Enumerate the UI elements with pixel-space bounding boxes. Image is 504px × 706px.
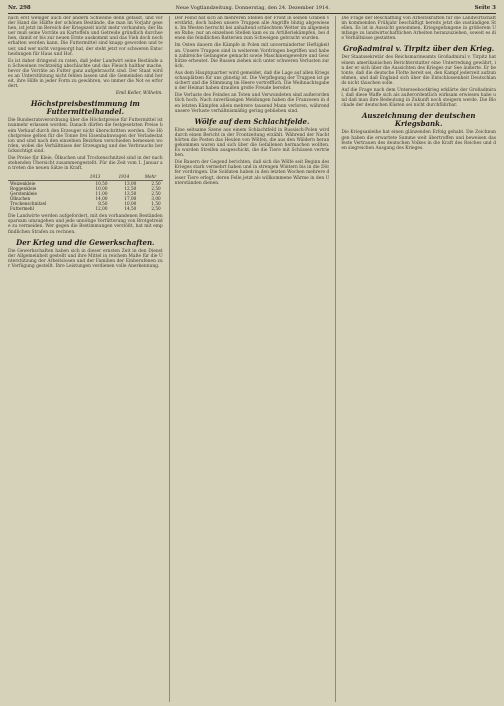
article-paragraph: Die Kriegsanleihe hat einen glänzenden Erfolg gehabt. Die Zeichnungen haben die erwartete Summe weit übertroffen und beweisen das feste Vertrauen des deutschen Volkes in die Kraft des Reiches und den siegreichen Ausgang des Krieges. xyxy=(341,130,497,151)
table-cell: 14,50 xyxy=(124,206,137,212)
column-1 xyxy=(8,16,163,702)
article-paragraph: Es ist daher dringend zu raten, daß jeder Landwirt seine Bestände an Schweinen rechtzeitig abschlachte und das Fleisch haltbar mache, bevor die Vorräte an Futter ganz aufgebraucht sind. Der Staat wird es an Unterstützung nicht fehlen lassen und die Gemeinden sind bereit, ihre Hilfe in jeder Form zu gewähren, wo immer die Not es erfordert. xyxy=(8,58,163,90)
table-cell: 13,50 xyxy=(124,191,137,197)
table-cell: Ölkuchen xyxy=(10,196,31,202)
page-header xyxy=(8,3,496,12)
table-header: Mehr xyxy=(138,173,162,181)
table-cell: Roggenkleie xyxy=(10,186,37,192)
article-paragraph: Die Frage der Beschaffung von Arbeitskräften für die Landwirtschaft im kommenden Frühjahr beschäftigt bereits jetzt die zuständigen Stellen. Es ist in Aussicht genommen, Kriegsgefangene in größerem Umfange zu landwirtschaftlichen Arbeiten heranzuziehen, soweit es die Verhältnisse gestatten. xyxy=(341,16,497,42)
article-paragraph: Aus dem Hauptquartier wird gemeldet, daß die Lage auf allen Kriegsschauplätzen für uns günstig ist. Die Verpflegung der Truppen ist gesichert und die Stimmung im Heere vortrefflich. Die Weihnachtsgaben der Heimat haben draußen große Freude bereitet. xyxy=(174,70,330,92)
column-2 xyxy=(169,16,330,702)
article-paragraph: Der Staatssekretär des Reichsmarineamts Großadmiral v. Tirpitz hat einem amerikanischen Berichterstatter eine Unterredung gewährt, in der er sich über die Aussichten des Krieges zur See äußerte. Er betonte, daß die deutsche Flotte bereit sei, den Kampf jederzeit aufzunehmen, und daß England sich über die Entschlossenheit Deutschlands nicht täuschen solle. xyxy=(341,55,497,86)
article-paragraph: Die Verluste des Feindes an Toten und Verwundeten sind außerordentlich hoch. Nach zuverlässigen Meldungen haben die Franzosen in den letzten Kämpfen allein mehrere tausend Mann verloren, während unsere Verluste verhältnismäßig gering geblieben sind. xyxy=(174,93,330,114)
table-cell: 10,00 xyxy=(95,186,108,192)
table-cell: 10,00 xyxy=(124,201,137,207)
article-paragraph: nach erst weniger auch der andern Schweine denn gefasst, und vor der Hand die Hälfte der schönen Bestände, die man im Vorjahr gesehen, ist jetzt im Bereich der Kriegszeit nicht mehr vorhanden; der Bauer muß seine Vorräte an Kartoffeln und Getreide gründlich durchsehen, damit er bis zur neuen Ernte auskommt und das Vieh doch noch erhalten werden kann. Die Futtermittel sind knapp geworden und teuer, und wer nicht vorgesorgt hat, der steht jetzt vor schweren Entscheidungen für Haus und Hof. xyxy=(8,16,163,57)
table-cell: 2,50 xyxy=(151,206,161,212)
table-cell: Gerstenkleie xyxy=(10,191,38,197)
table-header xyxy=(8,173,81,181)
table-cell: Futtermehl xyxy=(10,206,34,212)
byline: Emil Keller, Wilhelm. xyxy=(115,91,163,97)
issue-number: Nr. 298 xyxy=(8,4,31,11)
masthead-date: Neue Vogtlandzeitung. Donnerstag, den 24. Dezember 1914. xyxy=(175,4,330,11)
table-cell: 12,00 xyxy=(95,206,108,212)
article-paragraph: Die Bauern der Gegend berichten, daß sich die Wölfe seit Beginn des Krieges stark vermehrt haben und in strengen Wintern bis in die Dörfer vordringen. Die Soldaten haben in den letzten Wochen mehrere dieser Tiere erlegt, deren Felle jetzt als willkommene Wärme in den Unterständen dienen. xyxy=(174,160,330,186)
article-headline: Auszeichnung der deutschen Kriegsbank. xyxy=(361,111,476,129)
article-paragraph: Die Preise für Kleie, Ölkuchen und Trockenschnitzel sind in der nachstehenden Übersicht zusammengestellt. Für die Zeit vom 1. Januar an treten die neuen Sätze in Kraft. xyxy=(8,155,163,172)
table-header: 1913 xyxy=(81,173,110,181)
table-cell: Weizenkleie xyxy=(10,181,36,187)
column-3 xyxy=(335,16,496,702)
header-rule xyxy=(8,13,496,14)
article-paragraph: Die Landwirte werden aufgefordert, mit den vorhandenen Beständen sparsam umzugehen und jede unnötige Verfütterung von Brotgetreide zu vermeiden. Wer gegen die Bestimmungen verstößt, hat mit empfindlichen Strafen zu rechnen. xyxy=(8,214,163,235)
article-headline: Wölfe auf dem Schlachtfelde. xyxy=(194,116,310,126)
table-cell: 8,50 xyxy=(98,201,108,207)
article-headline: Großadmiral v. Tirpitz über den Krieg. xyxy=(343,44,495,54)
table-cell: 3,00 xyxy=(151,196,161,202)
price-table xyxy=(8,173,163,211)
table-cell: 13,00 xyxy=(124,181,137,187)
article-headline: Höchstpreisbestimmung im Futtermittelhandel. xyxy=(30,99,140,117)
table-cell: 2,50 xyxy=(151,181,161,187)
article-paragraph: Der Feind hat sich an mehreren Stellen der Front in seinen Gräben verstärkt, doch haben unsere Truppen alle Angriffe blutig abgewiesen. Im Westen herrscht bei anhaltend schlechtem Wetter im allgemeinen Ruhe; nur an einzelnen Stellen kam es zu Artilleriekämpfen, bei denen die feindlichen Batterien zum Schweigen gebracht wurden. xyxy=(174,16,330,42)
article-headline: Der Krieg und die Gewerkschaften. xyxy=(16,237,155,247)
table-cell: 10,50 xyxy=(95,181,108,187)
table-cell: 1,50 xyxy=(151,201,161,207)
columns xyxy=(8,16,496,702)
table-cell: Trockenschnitzel xyxy=(10,201,47,207)
table-row xyxy=(8,206,163,211)
article-paragraph: Die Bundesratsverordnung über die Höchstpreise für Futtermittel ist nunmehr erlassen worden. Danach dürfen die festgesetzten Preise beim Verkauf durch den Erzeuger nicht überschritten werden. Die Höchstpreise gelten für die Tonne frei Eisenbahnwagen der Verladestation und sind nach den einzelnen Bezirken verschieden bemessen worden, wobei die Verhältnisse der Erzeugung und des Verbrauchs berücksichtigt sind. xyxy=(8,118,163,154)
table-cell: 11,00 xyxy=(95,191,108,197)
table-cell: 2,50 xyxy=(151,186,161,192)
article-paragraph: Im Osten dauern die Kämpfe in Polen mit unverminderter Heftigkeit an. Unsere Truppen sind in weiterem Vordringen begriffen und haben zahlreiche Gefangene gemacht sowie Maschinengewehre und Geschütze erbeutet. Die Russen ziehen sich unter schweren Verlusten zurück. xyxy=(174,43,330,69)
article-paragraph: Die Gewerkschaften haben sich in dieser ernsten Zeit in den Dienst der Allgemeinheit gestellt und ihre Mittel in reichem Maße für die Unterstützung der Arbeitslosen und der Familien der Einberufenen zur Verfügung gestellt. Ihre Leistungen verdienen volle Anerkennung. xyxy=(8,248,163,269)
table-cell: 2,50 xyxy=(151,191,161,197)
page-number: Seite 3 xyxy=(474,4,496,11)
table-cell: 17,00 xyxy=(124,196,137,202)
article-paragraph: Auf die Frage nach dem Unterseebootkrieg erklärte der Großadmiral, daß diese Waffe sich als außerordentlich wirksam erwiesen habe und daß man ihre Bedeutung in Zukunft noch steigern werde. Die Blockade der deutschen Küsten sei nicht durchführbar. xyxy=(341,88,497,109)
table-cell: 12,50 xyxy=(124,186,137,192)
table-header: 1914 xyxy=(110,173,139,181)
article-paragraph: Eine seltsame Szene aus einem Schlachtfeld in Russisch-Polen wird durch einen Bericht in der Frontzeitung erzählt. Während der Nacht hörten die Posten das Heulen von Wölfen, die aus den Wäldern herangekommen waren und sich über die Gefallenen hermachen wollten. Es wurden Streifen ausgeschickt, die die Tiere mit Schüssen vertrieben. xyxy=(174,127,330,159)
table-cell: 14,00 xyxy=(95,196,108,202)
